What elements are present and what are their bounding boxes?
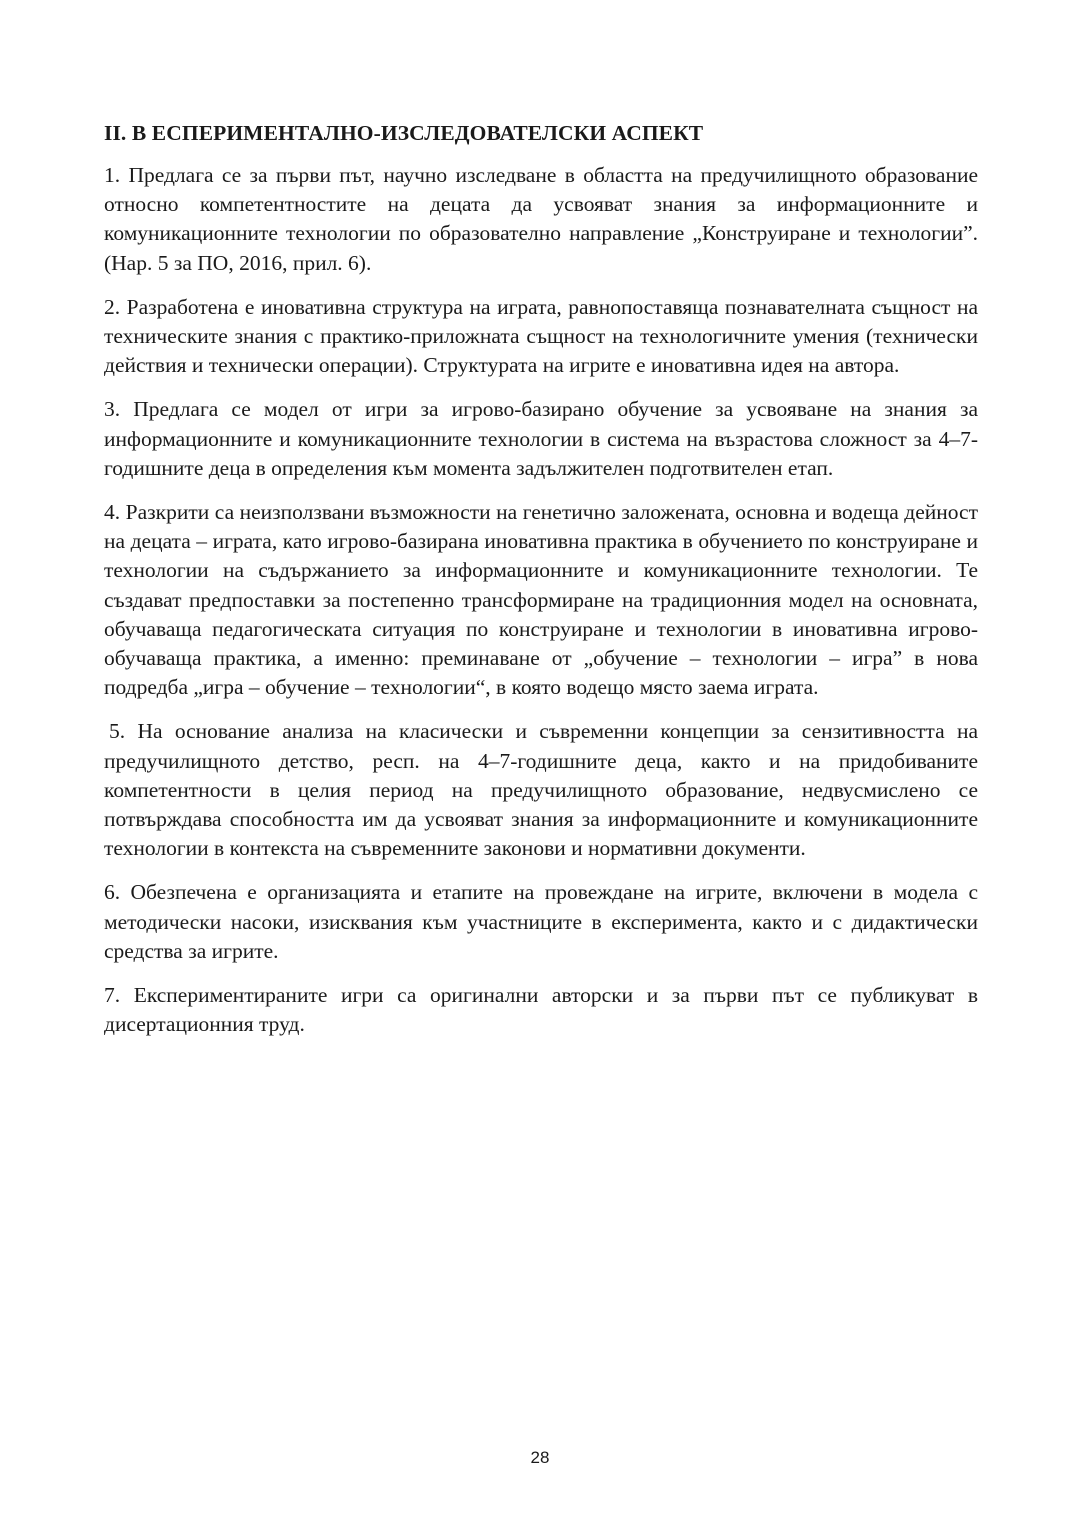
page-number: 28 bbox=[530, 1448, 550, 1467]
paragraph-1: 1. Предлага се за първи път, научно изследване в областта на предучилищното образование относно компетентностите на децата да усвояват знания за информационните и комуникационните технологии по образователно направление „Конструиране и технологии”. (Нар. 5 за ПО, 2016, прил. 6). bbox=[104, 163, 978, 275]
paragraph-3: 3. Предлага се модел от игри за игрово-базирано обучение за усвояване на знания за информационните и комуникационните технологии в система на възрастова сложност за 4–7-годишните деца в определения към момента задължителен подготвителен етап. bbox=[104, 397, 978, 480]
document-page bbox=[104, 118, 978, 1054]
section-heading: II. В ЕСПЕРИМЕНТАЛНО-ИЗСЛЕДОВАТЕЛСКИ АСПЕКТ bbox=[104, 121, 704, 145]
paragraph-6: 6. Обезпечена е организацията и етапите на провеждане на игрите, включени в модела с методически насоки, изисквания към участниците в експеримента, както и с дидактически средства за игрите. bbox=[104, 880, 978, 963]
paragraph-2: 2. Разработена е иновативна структура на играта, равнопоставяща познавателната същност на техническите знания с практико-приложната същност на технологичните умения (технически действия и технически операции). Структурата на игрите е иновативна идея на автора. bbox=[104, 294, 978, 378]
paragraph-7: 7. Експериментираните игри са оригинални авторски и за първи път се публикуват в дисертационния труд. bbox=[104, 983, 978, 1037]
paragraph-5: 5. На основание анализа на класически и съвременни концепции за сензитивността на предучилищното детство, респ. на 4–7-годишните деца, както и на придобиваните компетентности в целия период на предучилищното образование, недвусмислено се потвърждава способността им да усвояват знания за информационните и комуникационните технологии в контекста на съвременните законови и нормативни документи. bbox=[104, 719, 978, 861]
paragraph-4: 4. Разкрити са неизползвани възможности на генетично заложената, основна и водеща дейност на децата – играта, като игрово-базирана иновативна практика в обучението по конструиране и технологии на съдържанието за информационните и комуникационните технологии. Те създават предпоставки за постепенно трансформиране на традиционния модел на основната, обучаваща педагогическата ситуация по конструиране и технологии в иновативна игрово-обучаваща практика, а именно: преминаване от „обучение – технологии – игра” в нова подредба „игра – обучение – технологии“, в която водещо място заема играта. bbox=[104, 500, 978, 700]
